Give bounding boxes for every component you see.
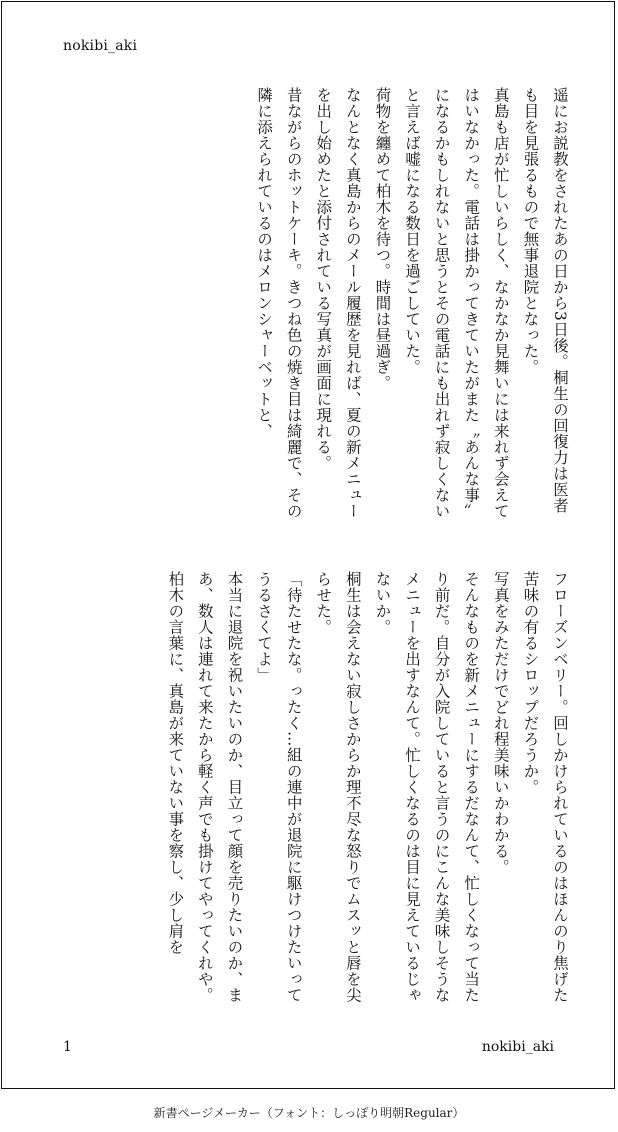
- lower-text-block: [36, 571, 574, 1007]
- book-page: [1, 1, 615, 1089]
- upper-text-block: [36, 87, 574, 523]
- paragraph: 「待たせたな。ったく…組の連中が退院に駆けつけたいってうるさくてよ」: [255, 571, 303, 1003]
- generator-caption: 新書ページメーカー（フォント：しっぽり明朝Regular）: [153, 1106, 465, 1120]
- paragraph: フローズンベリー。回しかけられているのはほんのり焦げた苦味の有るシロップだろうか。: [521, 571, 569, 1003]
- header-author: nokibi_aki: [63, 38, 138, 54]
- paragraph: 荷物を纏めて柏木を待つ。時間は昼過ぎ。: [373, 87, 392, 391]
- paragraph: 柏木の言葉に、真島が来ていない事を察し、少し肩を: [166, 571, 185, 955]
- paragraph: 遥にお説教をされたあの日から3日後。桐生の回復力は医者も目を見張るもので無事退院となった。: [521, 87, 569, 514]
- page-number: 1: [63, 1039, 72, 1055]
- paragraph: 写真をみただけでどれ程美味いかわかる。: [491, 571, 510, 875]
- paragraph: 昔ながらのホットケーキ。きつね色の焼き目は綺麗で、その隣に添えられているのはメロンシャーベットと、: [255, 87, 303, 519]
- paragraph: 本当に退院を祝いたいのか、目立って顔を売りたいのか、まあ、数人は連れて来たから軽く声でも掛けてやってくれや。: [195, 571, 244, 1003]
- paragraph: そんなものを新メニューにするだなんて、忙しくなって当たり前だ。自分が入院していると言うのにこんな美味しそうなメニューを出すなんて。忙しくなるのは目に見えているじゃないか。: [373, 571, 481, 1003]
- paragraph: なんとなく真島からのメール履歴を見れば、夏の新メニューを出し始めたと添付されている写真が画面に現れる。: [314, 87, 362, 519]
- paragraph: 真島も店が忙しいらしく、なかなか見舞いには来れず会えてはいなかった。電話は掛かってきていたがまた〝あんな事〟になるかもしれないと思うとその電話にも出れず寂しくないと言えば嘘になる数日を過ごしていた。: [403, 87, 510, 519]
- footer-author: nokibi_aki: [481, 1039, 554, 1055]
- paragraph: 桐生は会えない寂しさからか理不尽な怒りでムスッと唇を尖らせた。: [314, 571, 362, 1003]
